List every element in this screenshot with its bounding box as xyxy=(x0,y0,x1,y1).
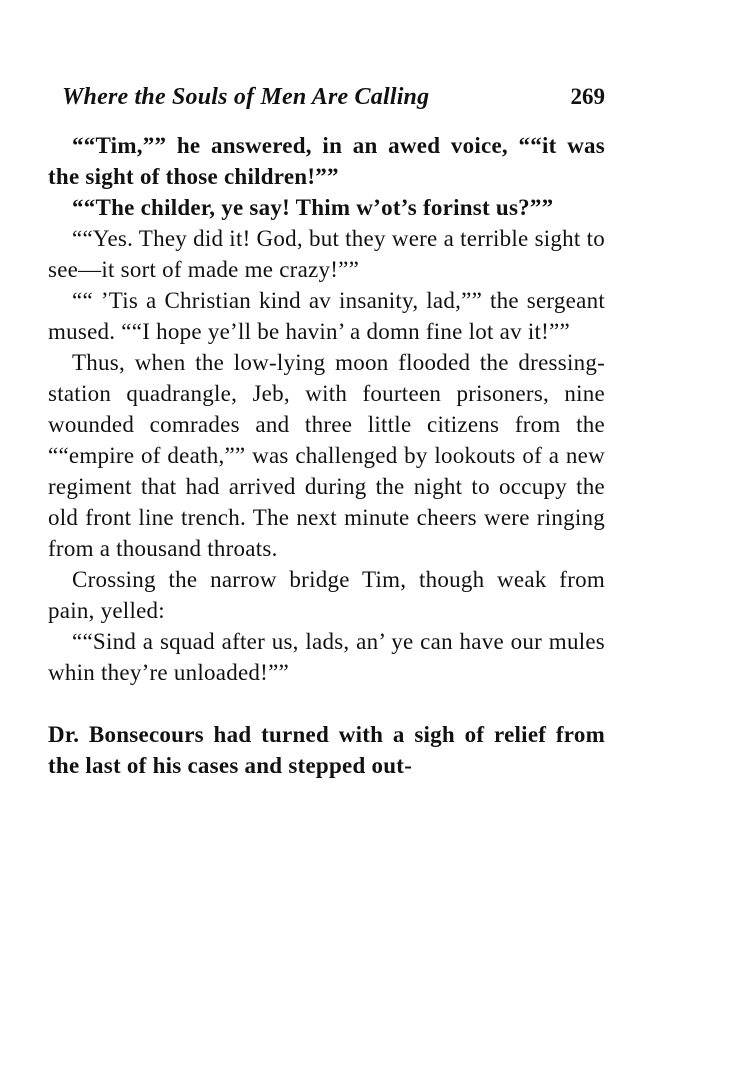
running-title: Where the Souls of Men Are Calling xyxy=(62,84,430,110)
page-number: 269 xyxy=(570,84,605,109)
paragraph-6: Crossing the narrow bridge Tim, though weak from pain, yelled: xyxy=(48,567,605,623)
running-head xyxy=(48,84,605,124)
paragraph-4: ““ ’Tis a Christian kind av insanity, lad,”” the sergeant mused. ““I hope ye’ll be havin’ a domn fine lot av it!”” xyxy=(48,288,605,344)
paragraph-5: Thus, when the low-lying moon flooded the dressing-station quadrangle, Jeb, with fourteen prisoners, nine wounded comrades and three little citizens from the ““empire of death,”” was challenged by lookouts of a new regiment that had arrived during the night to occupy the old front line trench. The next minute cheers were ringing from a thousand throats. xyxy=(48,350,605,561)
paragraph-2: ““The childer, ye say! Thim w’ot’s forinst us?”” xyxy=(72,195,554,220)
book-page xyxy=(48,84,605,781)
section-break xyxy=(48,688,605,719)
new-section-paragraph: Dr. Bonsecours had turned with a sigh of relief from the last of his cases and stepped out- xyxy=(48,722,605,778)
paragraph-7: ““Sind a squad after us, lads, an’ ye can have our mules whin they’re unloaded!”” xyxy=(48,629,605,685)
paragraph-3: ““Yes. They did it! God, but they were a terrible sight to see—it sort of made me crazy!”” xyxy=(48,226,605,282)
paragraph-1: ““Tim,”” he answered, in an awed voice, ““it was the sight of those children!”” xyxy=(48,133,605,189)
